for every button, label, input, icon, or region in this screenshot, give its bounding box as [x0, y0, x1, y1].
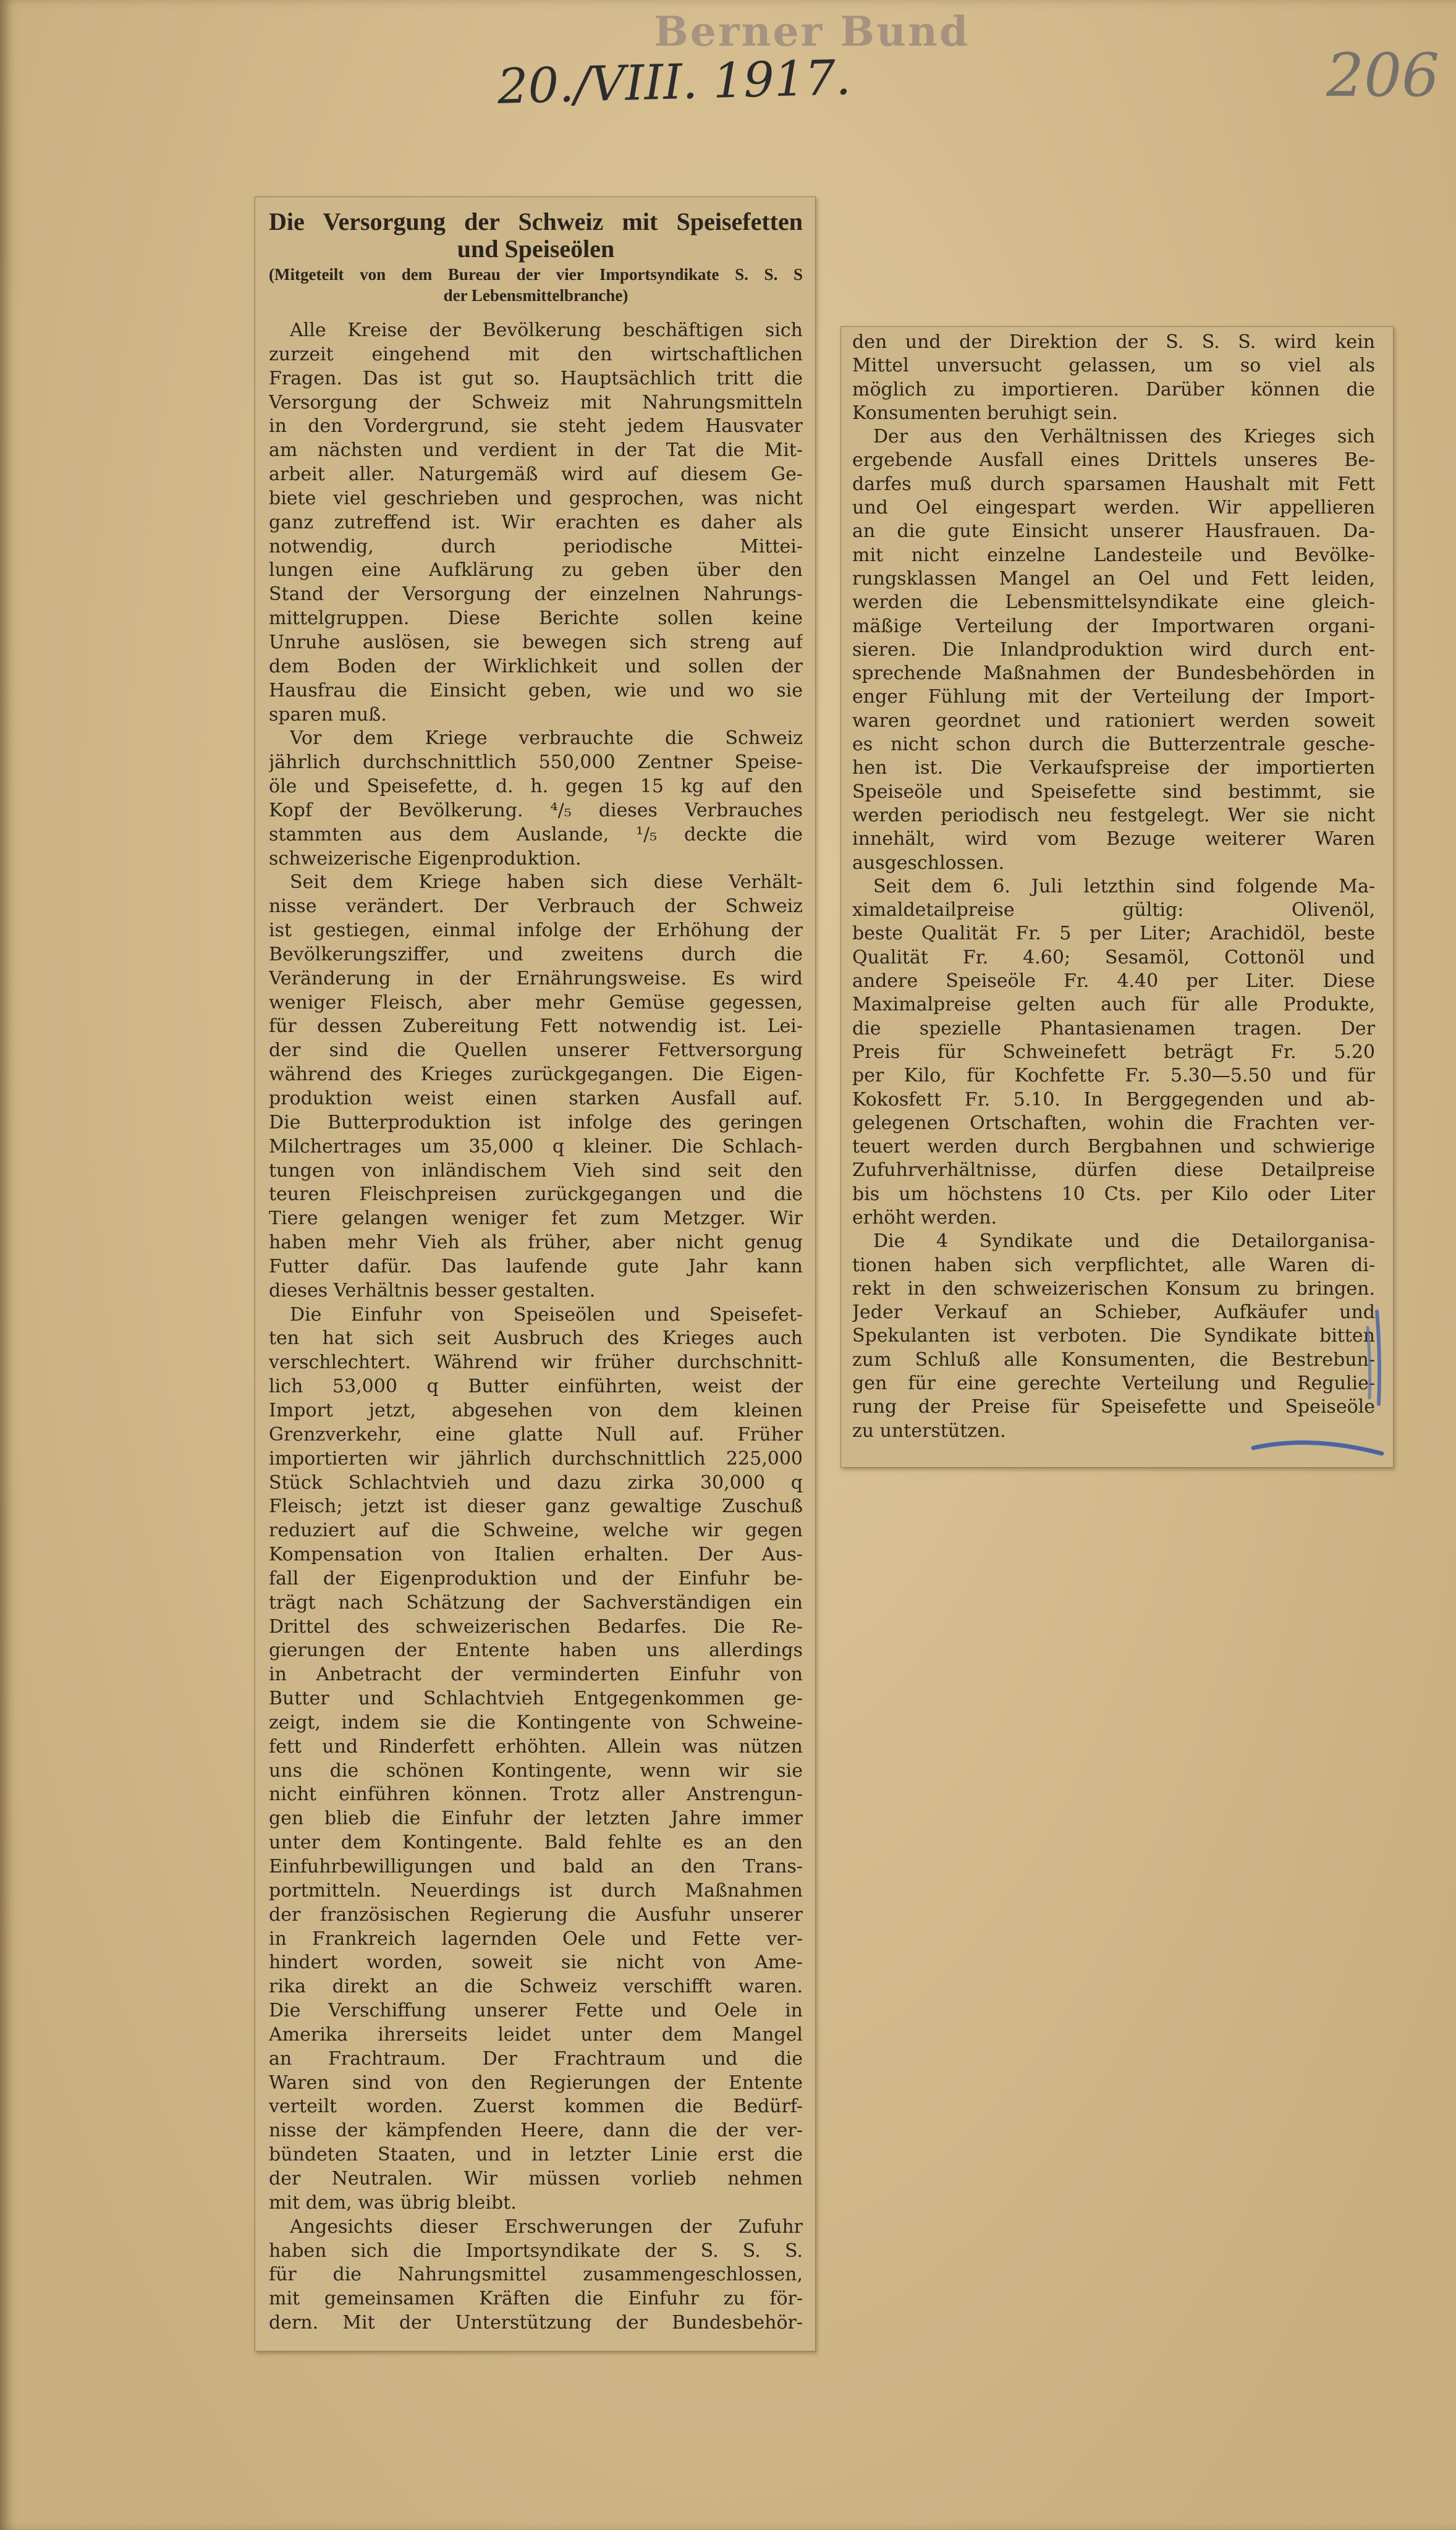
- text-line: [269, 1567, 803, 1591]
- text-line: [852, 1324, 1375, 1348]
- text-line: [290, 871, 803, 895]
- line-text: teuert werden durch Bergbahnen und schwierige: [852, 1136, 1375, 1158]
- title-text: und Speiseölen: [457, 235, 615, 263]
- line-text: Einfuhrbewilligungen und bald an den Trans-: [269, 1856, 803, 1877]
- article-title-line: [269, 208, 803, 235]
- text-line: [290, 1303, 803, 1327]
- text-line: [852, 781, 1375, 804]
- text-line: [873, 1230, 1375, 1253]
- line-text: trägt nach Schätzung der Sachverständigen ein: [269, 1591, 803, 1614]
- text-line: [269, 1495, 803, 1519]
- article-subtitle-line: [269, 285, 803, 306]
- article-subtitle: [269, 264, 803, 306]
- text-line: [852, 1419, 1375, 1443]
- text-line: [852, 946, 1375, 970]
- text-line: [269, 1711, 803, 1735]
- line-text: Stück Schlachtvieh und dazu zirka 30,000 q: [269, 1471, 803, 1494]
- text-line: [269, 1183, 803, 1207]
- text-line: [269, 1855, 803, 1879]
- line-text: Hausfrau die Einsicht geben, wie und wo sie: [269, 679, 803, 701]
- text-line: [852, 756, 1375, 780]
- text-line: [852, 1183, 1375, 1206]
- line-text: rungsklassen Mangel an Oel und Fett leiden,: [852, 567, 1375, 590]
- text-line: [269, 1687, 803, 1711]
- text-line: [852, 378, 1375, 402]
- text-line: [852, 970, 1375, 993]
- line-text: Mittel unversucht gelassen, um so viel als: [852, 355, 1375, 377]
- line-text: beste Qualität Fr. 5 per Liter; Arachidöl, beste: [852, 923, 1375, 945]
- text-line: [269, 343, 803, 367]
- line-text: für die Nahrungsmittel zusammengeschlossen,: [269, 2264, 803, 2286]
- line-text: ganz zutreffend ist. Wir erachten es daher als: [269, 511, 803, 533]
- text-line: [852, 922, 1375, 946]
- line-text: fall der Eigenproduktion und der Einfuhr be-: [269, 1567, 803, 1589]
- line-text: gen für eine gerechte Verteilung und Regulie-: [852, 1373, 1375, 1395]
- line-text: die spezielle Phantasienamen tragen. Der: [852, 1017, 1375, 1039]
- text-line: [269, 583, 803, 607]
- line-text: lich 53,000 q Butter einführten, weist der: [269, 1376, 803, 1398]
- line-text: nisse der kämpfenden Heere, dann die der ver-: [269, 2120, 803, 2142]
- text-line: [269, 655, 803, 679]
- handwritten-date: 20./VIII. 1917.: [496, 50, 852, 115]
- line-text: sprechende Maßnahmen der Bundesbehörden in: [852, 662, 1375, 685]
- paragraph: [269, 727, 803, 871]
- line-text: nisse verändert. Der Verbrauch der Schweiz: [269, 895, 803, 918]
- line-text: Versorgung der Schweiz mit Nahrungsmitteln: [269, 391, 803, 413]
- line-text: tungen von inländischem Vieh sind seit den: [269, 1159, 803, 1182]
- text-line: [852, 1135, 1375, 1159]
- line-text: reduziert auf die Schweine, welche wir gegen: [269, 1520, 803, 1542]
- line-text: arbeit aller. Naturgemäß wird auf diesem Ge-: [269, 463, 803, 486]
- line-text: schweizerische Eigenproduktion.: [269, 847, 582, 869]
- line-text: unter dem Kontingente. Bald fehlte es an den: [269, 1832, 803, 1854]
- text-line: [269, 1951, 803, 1975]
- line-text: dieses Verhältnis besser gestalten.: [269, 1279, 596, 1301]
- text-line: [269, 2191, 803, 2215]
- text-line: [269, 2167, 803, 2191]
- line-text: rekt in den schweizerischen Konsum zu bringen.: [852, 1277, 1375, 1300]
- text-line: [269, 535, 803, 559]
- text-line: [269, 1351, 803, 1375]
- text-line: [269, 1591, 803, 1615]
- text-line: [852, 354, 1375, 378]
- text-line: [852, 1277, 1375, 1301]
- line-text: an die gute Einsicht unserer Hausfrauen. Da-: [852, 520, 1375, 543]
- paragraph: [269, 319, 803, 727]
- line-text: und Oel eingespart werden. Wir appellieren: [852, 497, 1375, 519]
- text-line: [269, 703, 803, 727]
- text-line: [269, 2143, 803, 2167]
- line-text: andere Speiseöle Fr. 4.40 per Liter. Diese: [852, 970, 1375, 992]
- paragraph: [852, 425, 1375, 875]
- line-text: sparen muß.: [269, 703, 387, 726]
- text-line: [852, 1395, 1375, 1419]
- line-text: der französischen Regierung die Ausfuhr unserer: [269, 1903, 803, 1926]
- text-line: [852, 473, 1375, 496]
- text-line: [269, 391, 803, 415]
- line-text: dem Boden der Wirklichkeit und sollen der: [269, 655, 803, 677]
- text-line: [852, 1206, 1375, 1230]
- line-text: Jeder Verkauf an Schieber, Aufkäufer und: [852, 1301, 1375, 1324]
- text-line: [269, 631, 803, 655]
- text-line: [269, 1543, 803, 1567]
- line-text: biete viel geschrieben und gesprochen, was nicht: [269, 487, 803, 509]
- text-line: [852, 1301, 1375, 1324]
- text-line: [852, 709, 1375, 733]
- text-line: [269, 775, 803, 799]
- article-title-line: [269, 235, 803, 263]
- line-text: ximaldetailpreise gültig: Olivenöl,: [852, 899, 1375, 921]
- line-text: Fragen. Das ist gut so. Hauptsächlich tritt die: [269, 367, 803, 389]
- paragraph: [852, 1230, 1375, 1443]
- text-line: [269, 1159, 803, 1183]
- text-line: [269, 1783, 803, 1807]
- text-line: [269, 1015, 803, 1039]
- line-text: Konsumenten beruhigt sein.: [852, 402, 1118, 424]
- line-text: Speiseöle und Speisefette sind bestimmt, sie: [852, 781, 1375, 803]
- text-line: [269, 511, 803, 535]
- text-line: [269, 1135, 803, 1159]
- text-line: [852, 402, 1375, 425]
- line-text: Fleisch; jetzt ist dieser ganz gewaltige Zuschuß: [269, 1496, 803, 1518]
- line-text: Unruhe auslösen, sie bewegen sich streng auf: [269, 631, 803, 653]
- line-text: für dessen Zubereitung Fett notwendig ist. Lei-: [269, 1015, 803, 1038]
- text-line: [852, 1112, 1375, 1135]
- text-line: [269, 1615, 803, 1639]
- subtitle-text: der Lebensmittelbranche): [443, 286, 629, 305]
- line-text: darfes muß durch sparsamen Haushalt mit Fett: [852, 473, 1375, 495]
- article-body-right: [852, 331, 1375, 1443]
- line-text: Stand der Versorgung der einzelnen Nahrungs-: [269, 583, 803, 606]
- line-text: öle und Speisefette, d. h. gegen 15 kg auf den: [269, 776, 803, 798]
- page-number: 206: [1326, 41, 1440, 110]
- line-text: zeigt, indem sie die Kontingente von Schweine-: [269, 1711, 803, 1733]
- paragraph: [852, 331, 1375, 425]
- line-text: importierten wir jährlich durchschnittlich 225,000: [269, 1447, 803, 1470]
- text-line: [269, 1759, 803, 1783]
- text-line: [852, 1254, 1375, 1277]
- paragraph: [269, 2215, 803, 2335]
- line-text: hen ist. Die Verkaufspreise der importierten: [852, 757, 1375, 779]
- line-text: am nächsten und verdient in der Tat die Mit-: [269, 439, 803, 462]
- line-text: notwendig, durch periodische Mittei-: [269, 535, 803, 557]
- text-line: [269, 2287, 803, 2311]
- text-line: [269, 439, 803, 463]
- line-text: Butter und Schlachtvieh Entgegenkommen ge-: [269, 1688, 803, 1710]
- text-line: [852, 1159, 1375, 1182]
- text-line: [269, 559, 803, 583]
- text-line: [269, 943, 803, 967]
- line-text: ergebende Ausfall eines Drittels unseres Be-: [852, 449, 1375, 472]
- line-text: zu unterstützen.: [852, 1419, 1006, 1442]
- line-text: Seit dem 6. Juli letzthin sind folgende Ma-: [873, 875, 1375, 897]
- text-line: [852, 520, 1375, 543]
- line-text: jährlich durchschnittlich 550,000 Zentner Speise-: [269, 751, 803, 774]
- line-text: Veränderung in der Ernährungsweise. Es wird: [269, 967, 803, 989]
- article-body-left: [269, 319, 803, 2335]
- line-text: Alle Kreise der Bevölkerung beschäftigen sich: [290, 319, 803, 341]
- text-line: [290, 319, 803, 343]
- text-line: [852, 685, 1375, 709]
- line-text: verschlechtert. Während wir früher durchschnitt-: [269, 1352, 803, 1374]
- text-line: [269, 751, 803, 775]
- line-text: Vor dem Kriege verbrauchte die Schweiz: [290, 727, 803, 750]
- text-line: [269, 1903, 803, 1927]
- title-text: Die Versorgung der Schweiz mit Speisefetten: [269, 208, 803, 235]
- line-text: es nicht schon durch die Butterzentrale gesche-: [852, 734, 1375, 756]
- text-line: [290, 727, 803, 751]
- subtitle-text: (Mitgeteilt von dem Bureau der vier Importsyndikate S. S. S: [269, 265, 803, 284]
- line-text: dern. Mit der Unterstützung der Bundesbehör-: [269, 2312, 803, 2334]
- line-text: Preis für Schweinefett beträgt Fr. 5.20: [852, 1041, 1375, 1063]
- text-line: [852, 827, 1375, 851]
- text-line: [269, 1807, 803, 1831]
- text-line: [873, 875, 1375, 899]
- text-line: [269, 1879, 803, 1903]
- text-line: [269, 1063, 803, 1087]
- line-text: hindert worden, soweit sie nicht von Ame-: [269, 1952, 803, 1974]
- line-text: erhöht werden.: [852, 1206, 997, 1229]
- line-text: möglich zu importieren. Darüber können die: [852, 378, 1375, 400]
- text-line: [852, 852, 1375, 875]
- line-text: gierungen der Entente haben uns allerdings: [269, 1639, 803, 1662]
- line-text: portmitteln. Neuerdings ist durch Maßnahmen: [269, 1879, 803, 1902]
- line-text: an Frachtraum. Der Frachtraum und die: [269, 2047, 803, 2070]
- text-line: [269, 1327, 803, 1351]
- line-text: der Neutralen. Wir müssen vorlieb nehmen: [269, 2167, 803, 2189]
- text-line: [269, 1927, 803, 1952]
- text-line: [269, 2311, 803, 2335]
- line-text: mit nicht einzelne Landesteile und Bevölke-: [852, 544, 1375, 566]
- text-line: [852, 1348, 1375, 1372]
- text-line: [852, 899, 1375, 922]
- text-line: [269, 823, 803, 847]
- text-line: [269, 1111, 803, 1135]
- line-text: teuren Fleischpreisen zurückgegangen und die: [269, 1183, 803, 1206]
- line-text: Milchertrages um 35,000 q kleiner. Die Schlach-: [269, 1135, 803, 1157]
- line-text: Spekulanten ist verboten. Die Syndikate bitten: [852, 1325, 1375, 1347]
- text-line: [852, 567, 1375, 591]
- text-line: [269, 607, 803, 631]
- text-line: [269, 1399, 803, 1423]
- line-text: Angesichts dieser Erschwerungen der Zufuhr: [290, 2215, 803, 2238]
- text-line: [852, 804, 1375, 827]
- text-line: [269, 367, 803, 391]
- line-text: nicht einführen können. Trotz aller Anstrengun-: [269, 1783, 803, 1806]
- text-line: [269, 2071, 803, 2096]
- text-line: [269, 1231, 803, 1255]
- text-line: [269, 1663, 803, 1687]
- text-line: [269, 799, 803, 823]
- text-line: [269, 679, 803, 703]
- line-text: Maximalpreise gelten auch für alle Produkte,: [852, 994, 1375, 1016]
- line-text: in Anbetracht der verminderten Einfuhr von: [269, 1664, 803, 1686]
- text-line: [269, 1279, 803, 1303]
- text-line: [269, 847, 803, 871]
- line-text: haben mehr Vieh als früher, aber nicht genug: [269, 1232, 803, 1254]
- line-text: werden die Lebensmittelsyndikate eine gleich-: [852, 591, 1375, 614]
- text-line: [290, 2215, 803, 2240]
- line-text: zurzeit eingehend mit den wirtschaftlichen: [269, 343, 803, 365]
- text-line: [269, 1999, 803, 2023]
- text-line: [852, 993, 1375, 1017]
- line-text: während des Krieges zurückgegangen. Die Eigen-: [269, 1064, 803, 1086]
- line-text: Die Butterproduktion ist infolge des geringen: [269, 1111, 803, 1133]
- line-text: Bevölkerungsziffer, und zweitens durch die: [269, 943, 803, 965]
- line-text: werden periodisch neu festgelegt. Wer sie nicht: [852, 804, 1375, 826]
- line-text: haben sich die Importsyndikate der S. S. S.: [269, 2240, 803, 2262]
- line-text: verteilt worden. Zuerst kommen die Bedürf-: [269, 2096, 803, 2118]
- text-line: [852, 662, 1375, 685]
- line-text: Amerika ihrerseits leidet unter dem Mangel: [269, 2023, 803, 2046]
- newspaper-clipping-right: [840, 326, 1394, 1468]
- text-line: [269, 2240, 803, 2264]
- line-text: ist gestiegen, einmal infolge der Erhöhung der: [269, 920, 803, 942]
- line-text: mittelgruppen. Diese Berichte sollen keine: [269, 607, 803, 630]
- text-line: [269, 1831, 803, 1855]
- text-line: [852, 1372, 1375, 1395]
- paragraph: [852, 875, 1375, 1230]
- line-text: rung der Preise für Speisefette und Speiseöle: [852, 1396, 1375, 1418]
- line-text: Tiere gelangen weniger fet zum Metzger. Wir: [269, 1208, 803, 1230]
- text-line: [269, 1519, 803, 1543]
- text-line: [269, 1639, 803, 1663]
- line-text: Kompensation von Italien erhalten. Der Aus-: [269, 1544, 803, 1566]
- line-text: Waren sind von den Regierungen der Entente: [269, 2071, 803, 2094]
- article-subtitle-line: [269, 264, 803, 285]
- line-text: in den Vordergrund, sie steht jedem Hausvater: [269, 415, 803, 438]
- line-text: produktion weist einen starken Ausfall auf.: [269, 1088, 803, 1109]
- line-text: gen blieb die Einfuhr der letzten Jahre immer: [269, 1808, 803, 1830]
- archive-stamp: Berner Bund: [654, 7, 970, 56]
- line-text: fett und Rinderfett erhöhten. Allein was nützen: [269, 1735, 803, 1758]
- text-line: [852, 591, 1375, 614]
- text-line: [852, 544, 1375, 567]
- text-line: [269, 1975, 803, 1999]
- text-line: [852, 331, 1375, 354]
- line-text: mit dem, was übrig bleibt.: [269, 2191, 517, 2214]
- text-line: [269, 487, 803, 511]
- line-text: weniger Fleisch, aber mehr Gemüse gegessen,: [269, 991, 803, 1013]
- line-text: Futter dafür. Das laufende gute Jahr kann: [269, 1255, 803, 1277]
- text-line: [852, 1088, 1375, 1112]
- text-line: [852, 733, 1375, 756]
- line-text: mit gemeinsamen Kräften die Einfuhr zu för-: [269, 2288, 803, 2310]
- line-text: ten hat sich seit Ausbruch des Krieges auch: [269, 1327, 803, 1350]
- line-text: den und der Direktion der S. S. S. wird kein: [852, 331, 1375, 353]
- text-line: [269, 1735, 803, 1759]
- text-line: [852, 449, 1375, 472]
- text-line: [269, 967, 803, 991]
- line-text: Seit dem Kriege haben sich diese Verhält-: [290, 871, 803, 894]
- text-line: [269, 895, 803, 919]
- line-text: Die 4 Syndikate und die Detailorganisa-: [873, 1230, 1375, 1253]
- text-line: [269, 1207, 803, 1231]
- line-text: Drittel des schweizerischen Bedarfes. Die Re-: [269, 1615, 803, 1638]
- text-line: [852, 638, 1375, 662]
- line-text: Die Einfuhr von Speiseölen und Speisefet-: [290, 1303, 803, 1326]
- text-line: [269, 2119, 803, 2143]
- text-line: [269, 991, 803, 1015]
- newspaper-clipping-left: [255, 197, 816, 2351]
- line-text: Der aus den Verhältnissen des Krieges sich: [873, 426, 1375, 448]
- line-text: Kokosfett Fr. 5.10. In Berggegenden und ab-: [852, 1088, 1375, 1111]
- text-line: [269, 1255, 803, 1279]
- text-line: [269, 1087, 803, 1111]
- line-text: Zufuhrverhältnisse, dürfen diese Detailpreise: [852, 1159, 1375, 1182]
- line-text: in Frankreich lagernden Oele und Fette ver-: [269, 1927, 803, 1950]
- line-text: ausgeschlossen.: [852, 852, 1005, 874]
- line-text: Import jetzt, abgesehen von dem kleinen: [269, 1399, 803, 1421]
- text-line: [852, 1041, 1375, 1064]
- line-text: enger Fühlung mit der Verteilung der Import-: [852, 686, 1375, 708]
- line-text: gelegenen Ortschaften, wohin die Frachten ver-: [852, 1112, 1375, 1134]
- text-line: [269, 1375, 803, 1399]
- line-text: sieren. Die Inlandproduktion wird durch ent-: [852, 638, 1375, 661]
- text-line: [852, 1017, 1375, 1041]
- line-text: rika direkt an die Schweiz verschifft waren.: [269, 1976, 803, 1998]
- text-line: [852, 1064, 1375, 1088]
- text-line: [269, 1423, 803, 1447]
- text-line: [852, 615, 1375, 638]
- line-text: mäßige Verteilung der Importwaren organi-: [852, 615, 1375, 637]
- line-text: Grenzverkehr, eine glatte Null auf. Früher: [269, 1423, 803, 1445]
- text-line: [269, 2263, 803, 2287]
- line-text: stammten aus dem Auslande, ¹/₅ deckte die: [269, 823, 803, 845]
- text-line: [269, 1447, 803, 1471]
- line-text: innehält, wird vom Bezuge weiterer Waren: [852, 828, 1375, 850]
- text-line: [852, 496, 1375, 520]
- line-text: bündeten Staaten, und in letzter Linie erst die: [269, 2144, 803, 2166]
- text-line: [269, 2047, 803, 2071]
- article-title: [269, 208, 803, 263]
- text-line: [873, 425, 1375, 449]
- line-text: per Kilo, für Kochfette Fr. 5.30—5.50 und für: [852, 1065, 1375, 1087]
- text-line: [269, 1471, 803, 1496]
- paragraph: [269, 871, 803, 1303]
- text-line: [269, 2095, 803, 2119]
- line-text: Kopf der Bevölkerung. ⁴/₅ dieses Verbrauches: [269, 799, 803, 821]
- text-line: [269, 1039, 803, 1063]
- line-text: Die Verschiffung unserer Fette und Oele in: [269, 2000, 803, 2022]
- paragraph: [269, 1303, 803, 2215]
- text-line: [269, 415, 803, 439]
- line-text: bis um höchstens 10 Cts. per Kilo oder Liter: [852, 1183, 1375, 1205]
- line-text: der sind die Quellen unserer Fettversorgung: [269, 1039, 803, 1062]
- text-line: [269, 463, 803, 487]
- line-text: uns die schönen Kontingente, wenn wir sie: [269, 1759, 803, 1782]
- text-line: [269, 919, 803, 943]
- line-text: lungen eine Aufklärung zu geben über den: [269, 559, 803, 582]
- line-text: Qualität Fr. 4.60; Sesamöl, Cottonöl und: [852, 946, 1375, 968]
- line-text: zum Schluß alle Konsumenten, die Bestrebun-: [852, 1348, 1375, 1371]
- line-text: tionen haben sich verpflichtet, alle Waren di-: [852, 1254, 1375, 1276]
- line-text: waren geordnet und rationiert werden soweit: [852, 709, 1375, 732]
- text-line: [269, 2023, 803, 2047]
